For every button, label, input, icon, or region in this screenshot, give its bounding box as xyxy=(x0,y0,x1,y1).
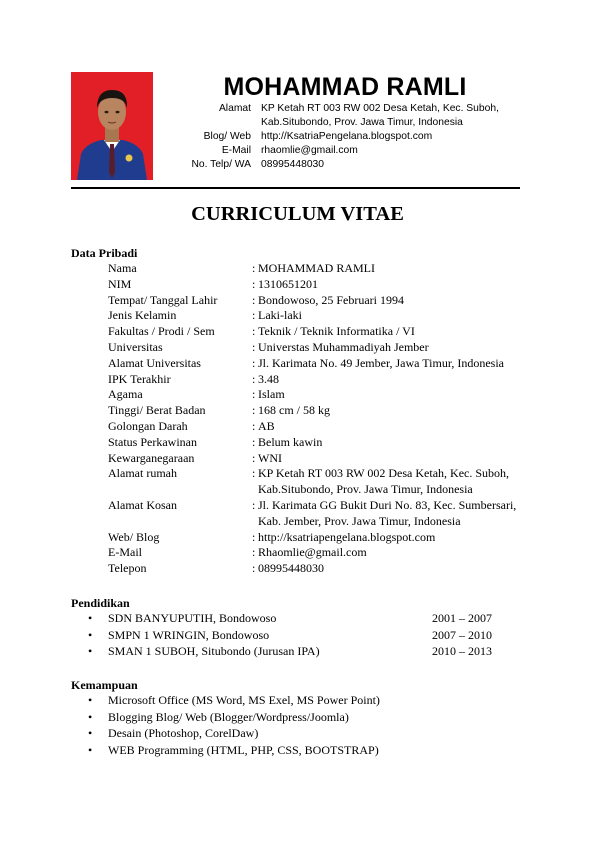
education-period: 2007 – 2010 xyxy=(432,628,492,642)
education-school: SDN BANYUPUTIH, Bondowoso xyxy=(108,611,277,625)
document-title: CURRICULUM VITAE xyxy=(191,203,404,225)
field-label: Alamat rumah xyxy=(108,466,177,480)
field-label: Fakultas / Prodi / Sem xyxy=(108,324,215,338)
field-label: Tempat/ Tanggal Lahir xyxy=(108,293,218,307)
field-label: Alamat Kosan xyxy=(108,498,177,512)
field-value: Belum kawin xyxy=(258,435,323,449)
field-value: MOHAMMAD RAMLI xyxy=(258,261,376,275)
field-value: Jl. Karimata No. 49 Jember, Jawa Timur, Indonesia xyxy=(258,356,504,370)
email-label: E-Mail xyxy=(221,145,251,156)
candidate-name: MOHAMMAD RAMLI xyxy=(223,73,467,101)
field-colon: : xyxy=(252,451,256,465)
field-value: 3.48 xyxy=(258,372,279,386)
address-label: Alamat xyxy=(218,103,251,114)
bullet-icon: • xyxy=(88,726,93,740)
bullet-icon: • xyxy=(88,743,93,757)
field-value: AB xyxy=(258,419,275,433)
skill-item: Blogging Blog/ Web (Blogger/Wordpress/Joomla) xyxy=(108,710,349,724)
education-period: 2010 – 2013 xyxy=(432,644,492,658)
field-colon: : xyxy=(252,545,256,559)
field-colon: : xyxy=(252,277,256,291)
field-colon: : xyxy=(252,293,256,307)
field-colon: : xyxy=(252,498,256,512)
field-label: Status Perkawinan xyxy=(108,435,197,449)
field-label: Kewarganegaraan xyxy=(108,451,195,465)
field-colon: : xyxy=(252,261,256,275)
bullet-icon: • xyxy=(88,628,93,642)
phone-value: 08995448030 xyxy=(261,159,324,170)
field-label: Universitas xyxy=(108,340,163,354)
address-line-2: Kab.Situbondo, Prov. Jawa Timur, Indonesia xyxy=(261,117,463,128)
field-label: Jenis Kelamin xyxy=(108,308,177,322)
field-value: Islam xyxy=(258,387,285,401)
field-colon: : xyxy=(252,324,256,338)
field-label: Web/ Blog xyxy=(108,530,160,544)
field-value: Laki-laki xyxy=(258,308,302,322)
field-colon: : xyxy=(252,419,256,433)
field-label: Tinggi/ Berat Badan xyxy=(108,403,206,417)
blog-link[interactable]: http://KsatriaPengelana.blogspot.com xyxy=(261,131,433,142)
field-value: Kab. Jember, Prov. Jawa Timur, Indonesia xyxy=(258,514,461,528)
field-value: KP Ketah RT 003 RW 002 Desa Ketah, Kec. Suboh, xyxy=(258,466,510,480)
field-colon: : xyxy=(252,435,256,449)
field-value: 1310651201 xyxy=(258,277,318,291)
skill-item: WEB Programming (HTML, PHP, CSS, BOOTSTRAP) xyxy=(108,743,379,757)
field-colon: : xyxy=(252,308,256,322)
field-value: http://ksatriapengelana.blogspot.com xyxy=(258,530,436,544)
field-label: Alamat Universitas xyxy=(108,356,201,370)
email-link[interactable]: rhaomlie@gmail.com xyxy=(261,145,358,156)
field-colon: : xyxy=(252,340,256,354)
field-label: Golongan Darah xyxy=(108,419,188,433)
field-value: 168 cm / 58 kg xyxy=(258,403,330,417)
field-colon: : xyxy=(252,387,256,401)
field-colon: : xyxy=(252,561,256,575)
section-heading-education: Pendidikan xyxy=(71,596,130,610)
bullet-icon: • xyxy=(88,611,93,625)
bullet-icon: • xyxy=(88,644,93,658)
field-colon: : xyxy=(252,466,256,480)
field-label: NIM xyxy=(108,277,132,291)
phone-label: No. Telp/ WA xyxy=(191,159,251,170)
field-value: Bondowoso, 25 Februari 1994 xyxy=(258,293,404,307)
field-value: 08995448030 xyxy=(258,561,324,575)
field-colon: : xyxy=(252,530,256,544)
header-divider xyxy=(71,187,520,189)
field-label: E-Mail xyxy=(108,545,142,559)
field-value: WNI xyxy=(258,451,282,465)
address-line-1: KP Ketah RT 003 RW 002 Desa Ketah, Kec. Suboh, xyxy=(261,103,499,114)
bullet-icon: • xyxy=(88,710,93,724)
education-school: SMAN 1 SUBOH, Situbondo (Jurusan IPA) xyxy=(108,644,320,658)
education-school: SMPN 1 WRINGIN, Bondowoso xyxy=(108,628,270,642)
field-value: Jl. Karimata GG Bukit Duri No. 83, Kec. Sumbersari, xyxy=(258,498,517,512)
blog-label: Blog/ Web xyxy=(203,131,251,142)
field-label: Nama xyxy=(108,261,137,275)
education-period: 2001 – 2007 xyxy=(432,611,492,625)
field-value: Rhaomlie@gmail.com xyxy=(258,545,367,559)
field-label: Telepon xyxy=(108,561,147,575)
section-heading-skills: Kemampuan xyxy=(71,678,138,692)
bullet-icon: • xyxy=(88,693,93,707)
field-value: Kab.Situbondo, Prov. Jawa Timur, Indonesia xyxy=(258,482,473,496)
field-label: Agama xyxy=(108,387,143,401)
field-value: Teknik / Teknik Informatika / VI xyxy=(258,324,415,338)
skill-item: Microsoft Office (MS Word, MS Exel, MS Power Point) xyxy=(108,693,380,707)
section-heading-personal: Data Pribadi xyxy=(71,246,138,260)
field-colon: : xyxy=(252,356,256,370)
skill-item: Desain (Photoshop, CorelDaw) xyxy=(108,726,259,740)
field-colon: : xyxy=(252,372,256,386)
field-value: Universtas Muhammadiyah Jember xyxy=(258,340,429,354)
field-colon: : xyxy=(252,403,256,417)
field-label: IPK Terakhir xyxy=(108,372,171,386)
